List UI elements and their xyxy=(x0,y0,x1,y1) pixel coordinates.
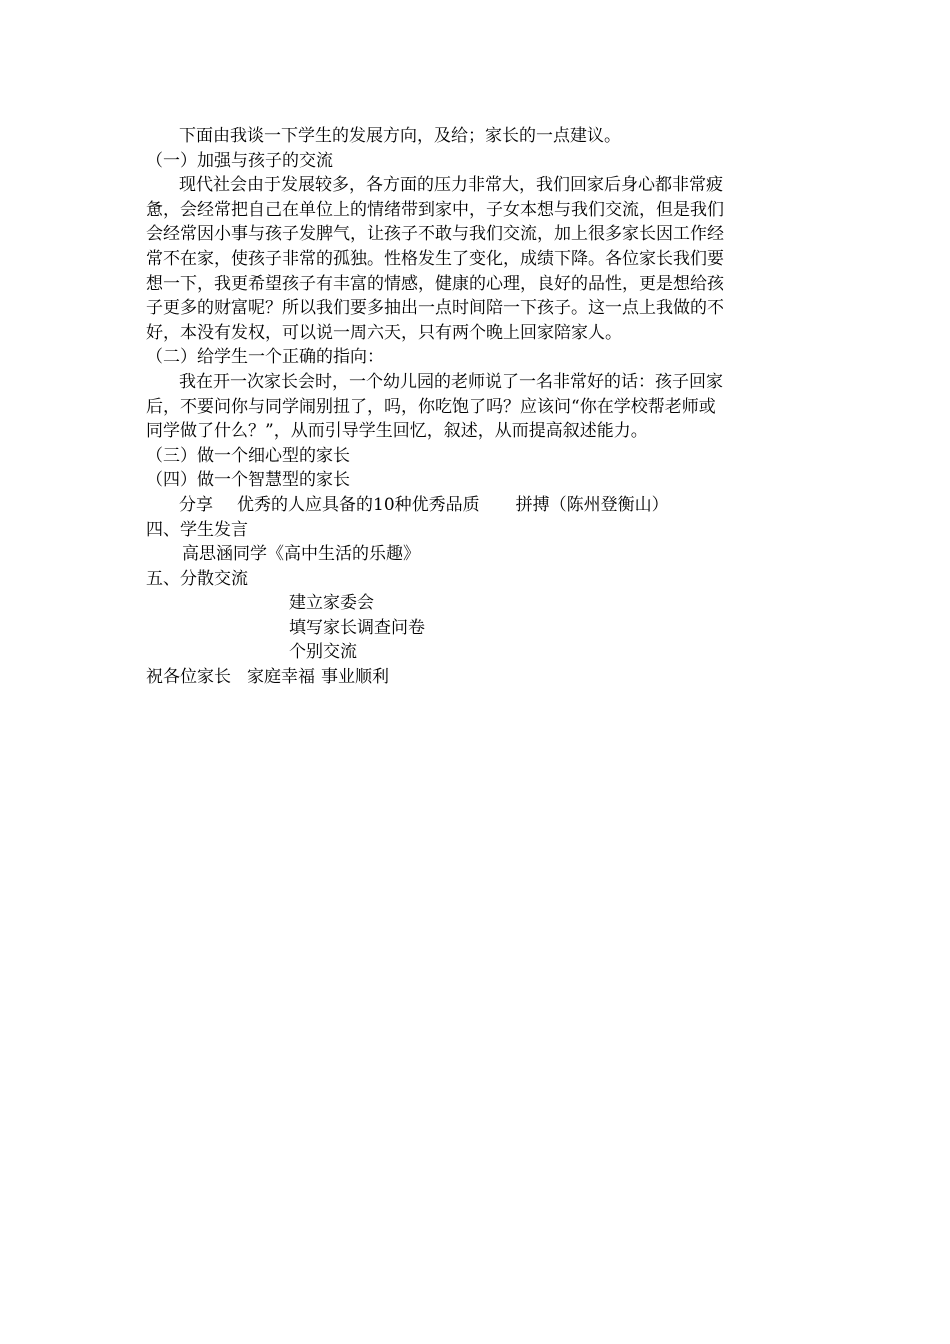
section1-line: 想一下，我更希望孩子有丰富的情感，健康的心理，良好的品性，更是想给孩 xyxy=(146,273,724,294)
section2-line: 我在开一次家长会时，一个幼儿园的老师说了一名非常好的话：孩子回家 xyxy=(179,371,723,392)
speaker-line: 高思涵同学《高中生活的乐趣》 xyxy=(182,544,420,565)
document-body xyxy=(146,124,810,690)
list-item: 个别交流 xyxy=(289,642,357,663)
list-item: 填写家长调查问卷 xyxy=(289,617,425,638)
closing-text: 事业顺利 xyxy=(321,667,389,688)
closing-text: 祝各位家长 xyxy=(146,667,231,688)
section1-line: 子更多的财富呢？所以我们要多抽出一点时间陪一下孩子。这一点上我做的不 xyxy=(146,298,724,319)
section1-line: 好，本没有发权，可以说一周六天，只有两个晚上回家陪家人。 xyxy=(146,322,622,343)
intro-paragraph: 下面由我谈一下学生的发展方向，及给；家长的一点建议。 xyxy=(179,126,621,146)
section3-heading: （三）做一个细心型的家长 xyxy=(146,445,350,466)
section1-line: 常不在家，使孩子非常的孤独。性格发生了变化，成绩下降。各位家长我们要 xyxy=(146,248,724,269)
closing-line xyxy=(146,665,810,690)
section2-line: 后，不要问你与同学闹别扭了，吗，你吃饱了吗？应该问“你在学校帮老师或 xyxy=(146,396,716,417)
part5-heading: 五、分散交流 xyxy=(146,568,248,589)
section2-line: 同学做了什么？”，从而引导学生回忆，叙述，从而提高叙述能力。 xyxy=(146,421,648,442)
closing-text: 家庭幸福 xyxy=(247,667,315,688)
share-item: 拼搏（陈州登衡山） xyxy=(515,494,669,515)
section2-heading: （二）给学生一个正确的指向： xyxy=(146,347,384,368)
section4-heading: （四）做一个智慧型的家长 xyxy=(146,470,350,491)
section1-line: 会经常因小事与孩子发脾气，让孩子不敢与我们交流，加上很多家长因工作经 xyxy=(146,224,724,245)
share-label: 分享 xyxy=(179,494,213,515)
section1-heading: （一）加强与孩子的交流 xyxy=(146,150,333,171)
share-line xyxy=(146,493,810,518)
share-item: 优秀的人应具备的10种优秀品质 xyxy=(237,494,480,515)
section1-line: 惫，会经常把自己在单位上的情绪带到家中，子女本想与我们交流，但是我们 xyxy=(146,199,724,220)
list-item: 建立家委会 xyxy=(289,593,374,614)
section1-line: 现代社会由于发展较多，各方面的压力非常大，我们回家后身心都非常疲 xyxy=(179,175,723,196)
part4-heading: 四、学生发言 xyxy=(146,519,248,540)
